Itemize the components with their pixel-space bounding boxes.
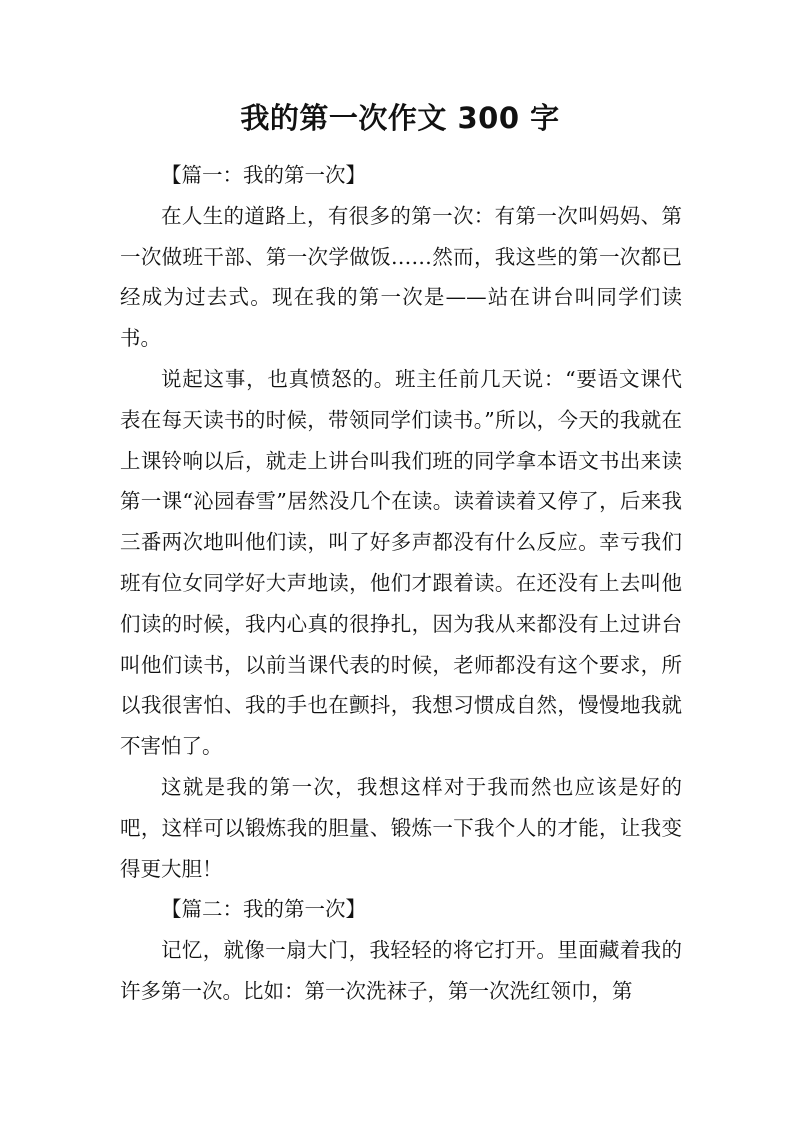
section-heading-1: 【篇一：我的第一次】: [161, 163, 366, 187]
paragraph: 这就是我的第一次，我想这样对于我而然也应该是好的吧，这样可以锻炼我的胆量、锻炼一下我个人的才能，让我变得更大胆！: [120, 774, 682, 881]
paragraph: 说起这事，也真愤怒的。班主任前几天说：“要语文课代表在每天读书的时候，带领同学们读书。”所以，今天的我就在上课铃响以后，就走上讲台叫我们班的同学拿本语文书出来读第一课“沁园春雪”居然没几个在读。读着读着又停了，后来我三番两次地叫他们读，叫了好多声都没有什么反应。幸亏我们班有位女同学好大声地读，他们才跟着读。在还没有上去叫他们读的时候，我内心真的很挣扎，因为我从来都没有上过讲台叫他们读书，以前当课代表的时候，老师都没有这个要求，所以我很害怕、我的手也在颤抖，我想习惯成自然，慢慢地我就不害怕了。: [120, 366, 682, 759]
document-title: 我的第一次作文 300 字: [240, 101, 560, 135]
paragraph: 在人生的道路上，有很多的第一次：有第一次叫妈妈、第一次做班干部、第一次学做饭……然而，我这些的第一次都已经成为过去式。现在我的第一次是——站在讲台叫同学们读书。: [120, 203, 682, 351]
document-body: [120, 155, 682, 1012]
section-heading-2: 【篇二：我的第一次】: [161, 897, 366, 922]
paragraph: 记忆，就像一扇大门，我轻轻的将它打开。里面藏着我的许多第一次。比如：第一次洗袜子，第一次洗红领巾，第: [120, 938, 682, 1003]
